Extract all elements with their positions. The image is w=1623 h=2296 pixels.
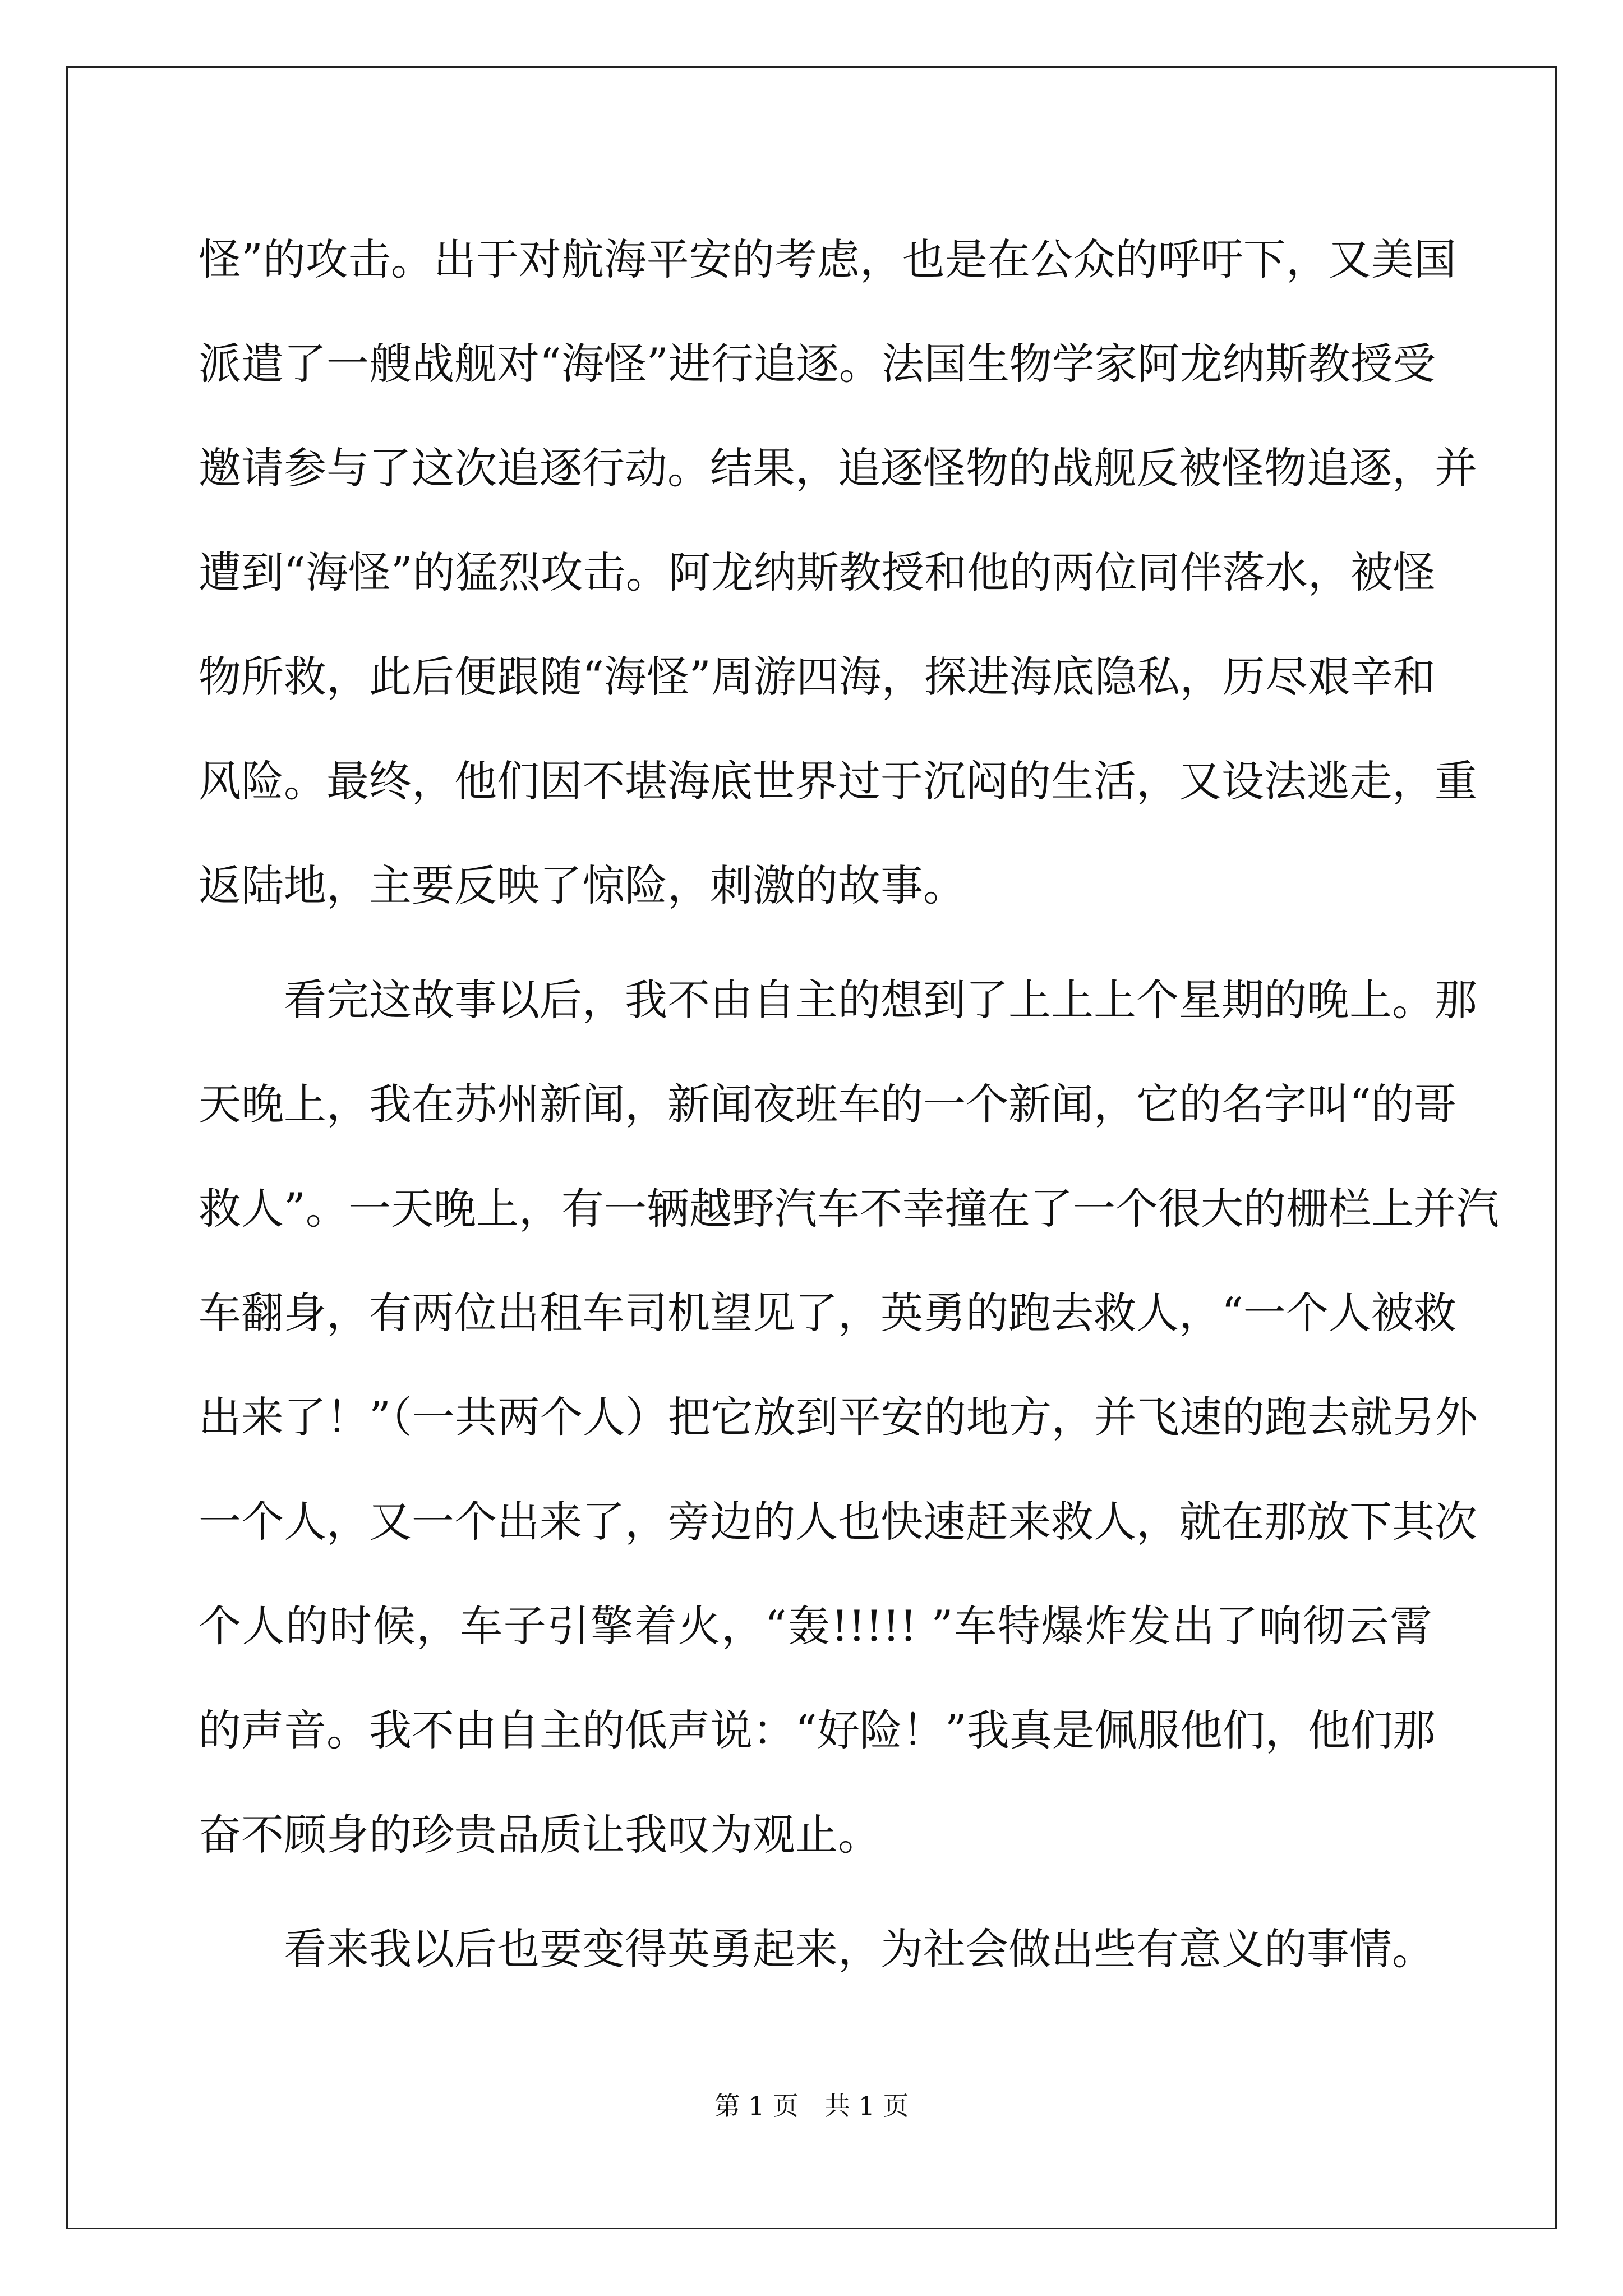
text-line: 怪”的攻击。出于对航海平安的考虑，也是在公众的呼吁下，又美国 — [199, 234, 1456, 284]
text-line: 奋不顾身的珍贵品质让我叹为观止。 — [199, 1810, 880, 1860]
text-line: 看完这故事以后，我不由自主的想到了上上上个星期的晚上。那 — [284, 975, 1477, 1025]
text-line: 遭到“海怪”的猛烈攻击。阿龙纳斯教授和他的两位同伴落水，被怪 — [199, 547, 1436, 597]
text-line: 出来了！”（一共两个人）把它放到平安的地方，并飞速的跑去就另外 — [199, 1392, 1478, 1442]
text-line: 天晚上，我在苏州新闻，新闻夜班车的一个新闻，它的名字叫“的哥 — [199, 1079, 1456, 1129]
text-line: 物所救，此后便跟随“海怪”周游四海，探进海底隐私，历尽艰辛和 — [199, 652, 1436, 702]
document-body — [199, 208, 1499, 2001]
text-line: 看来我以后也要变得英勇起来，为社会做出些有意义的事情。 — [284, 1924, 1435, 1974]
text-line: 的声音。我不由自主的低声说：“好险！”我真是佩服他们，他们那 — [199, 1705, 1436, 1755]
text-line: 邀请参与了这次追逐行动。结果，追逐怪物的战舰反被怪物追逐，并 — [199, 443, 1477, 493]
text-line: 风险。最终，他们因不堪海底世界过于沉闷的生活，又设法逃走，重 — [199, 756, 1477, 806]
paragraph-spacer — [199, 938, 1432, 948]
text-line: 救人”。一天晚上，有一辆越野汽车不幸撞在了一个很大的栅栏上并汽 — [199, 1184, 1499, 1234]
text-line: 一个人，又一个出来了，旁边的人也快速赶来救人，就在那放下其次 — [199, 1497, 1477, 1547]
page-footer: 第 1 页 共 1 页 — [714, 2091, 909, 2121]
paragraph-spacer — [199, 1887, 1432, 1897]
text-line: 派遣了一艘战舰对“海怪”进行追逐。法国生物学家阿龙纳斯教授受 — [199, 339, 1436, 389]
paragraph-2 — [199, 948, 1499, 1887]
paragraph-3 — [199, 1897, 1435, 2001]
text-line: 车翻身，有两位出租车司机望见了，英勇的跑去救人，“一个人被救 — [199, 1288, 1456, 1338]
text-line: 返陆地，主要反映了惊险，刺激的故事。 — [199, 861, 966, 910]
text-line: 个人的时候，车子引擎着火，“轰!!!!! ”车特爆炸发出了响彻云霄 — [199, 1601, 1432, 1651]
paragraph-1 — [199, 208, 1477, 938]
